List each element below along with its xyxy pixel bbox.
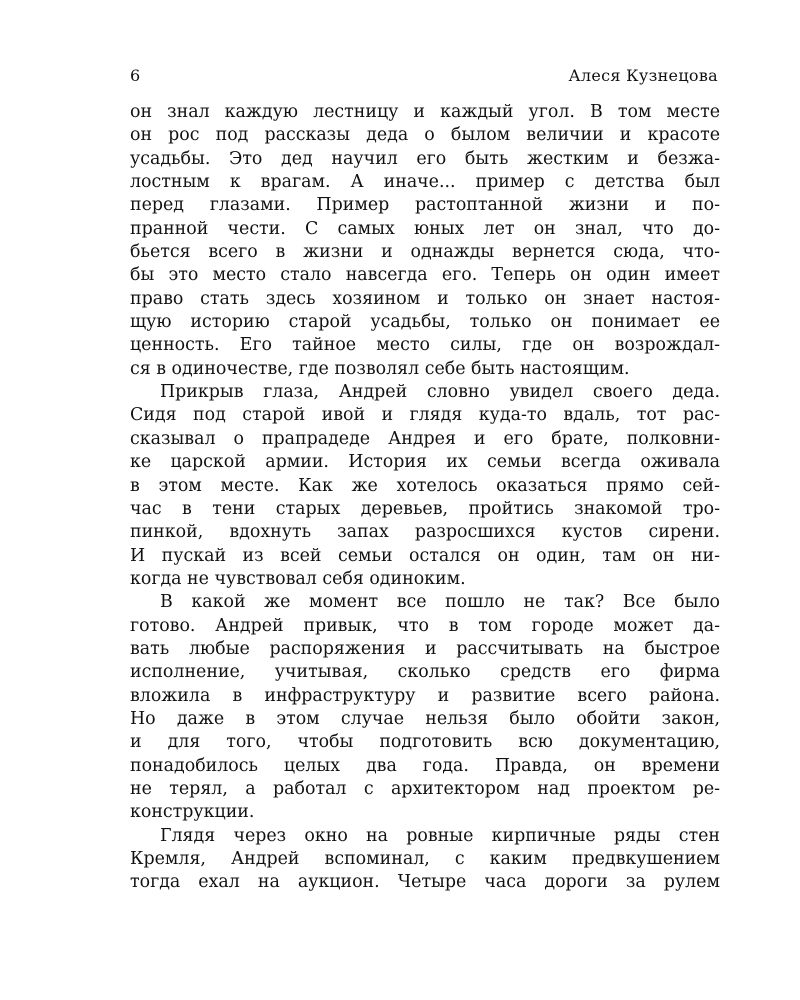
paragraph-first-line: В какой же момент все пошло не так? Все было	[160, 592, 720, 613]
text-line: в этом месте. Как же хотелось оказаться прямо сей-	[130, 475, 720, 496]
text-line: Но даже в этом случае нельзя было обойти закон,	[130, 708, 720, 729]
text-line: вложила в инфраструктуру и развитие всего района.	[130, 685, 720, 706]
text-line: понадобилось целых два года. Правда, он времени	[130, 755, 720, 776]
text-line: не терял, а работал с архитектором над проектом ре-	[130, 778, 720, 799]
text-line: право стать здесь хозяином и только он знает настоя-	[130, 288, 720, 309]
text-line: исполнение, учитывая, сколько средств его фирма	[130, 662, 720, 683]
text-line: и для того, чтобы подготовить всю документацию,	[130, 732, 720, 753]
text-line: И пускай из всей семьи остался он один, там он ни-	[130, 545, 720, 566]
text-line: лостным к врагам. А иначе... пример с детства был	[130, 172, 720, 193]
text-line: перед глазами. Пример растоптанной жизни и по-	[130, 195, 720, 216]
text-line: усадьбы. Это дед научил его быть жестким и безжа-	[130, 148, 720, 169]
text-line: час в тени старых деревьев, пройтись знакомой тро-	[130, 498, 720, 519]
text-line: щую историю старой усадьбы, только он понимает ее	[130, 312, 720, 333]
text-line: сказывал о прапрадеде Андрея и его брате, полковни-	[130, 428, 720, 449]
paragraph-first-line: Прикрыв глаза, Андрей словно увидел своего деда.	[160, 382, 720, 403]
text-line: пранной чести. С самых юных лет он знал, что до-	[130, 218, 720, 239]
text-line: ценность. Его тайное место силы, где он возрождал-	[130, 335, 720, 356]
page-header	[130, 64, 718, 88]
text-line: вать любые распоряжения и рассчитывать на быстрое	[130, 638, 720, 659]
text-line: Кремля, Андрей вспоминал, с каким предвкушением	[130, 849, 720, 869]
text-line: Сидя под старой ивой и глядя куда-то вдаль, тот рас-	[130, 405, 720, 426]
text-line: конструкции.	[130, 802, 255, 823]
text-line: бьется всего в жизни и однажды вернется сюда, что-	[130, 242, 720, 263]
text-line: пинкой, вдохнуть запах разросшихся кустов сирени.	[130, 522, 720, 543]
text-line: ке царской армии. История их семьи всегда оживала	[130, 452, 720, 473]
text-line: готово. Андрей привык, что в том городе может да-	[130, 615, 720, 636]
body-text	[130, 101, 720, 895]
text-line: он рос под рассказы деда о былом величии и красоте	[130, 125, 720, 146]
text-line: бы это место стало навсегда его. Теперь он один имеет	[130, 265, 720, 286]
text-line: когда не чувствовал себя одиноким.	[130, 568, 466, 589]
paragraph-first-line: Глядя через окно на ровные кирпичные ряды стен	[160, 825, 720, 846]
text-line: ся в одиночестве, где позволял себе быть настоящим.	[130, 358, 630, 379]
text-line: он знал каждую лестницу и каждый угол. В том месте	[130, 102, 720, 122]
running-head-author: Алеся Кузнецова	[568, 66, 718, 85]
page-number: 6	[130, 66, 141, 85]
text-line: тогда ехал на аукцион. Четыре часа дороги за рулем	[130, 872, 720, 893]
